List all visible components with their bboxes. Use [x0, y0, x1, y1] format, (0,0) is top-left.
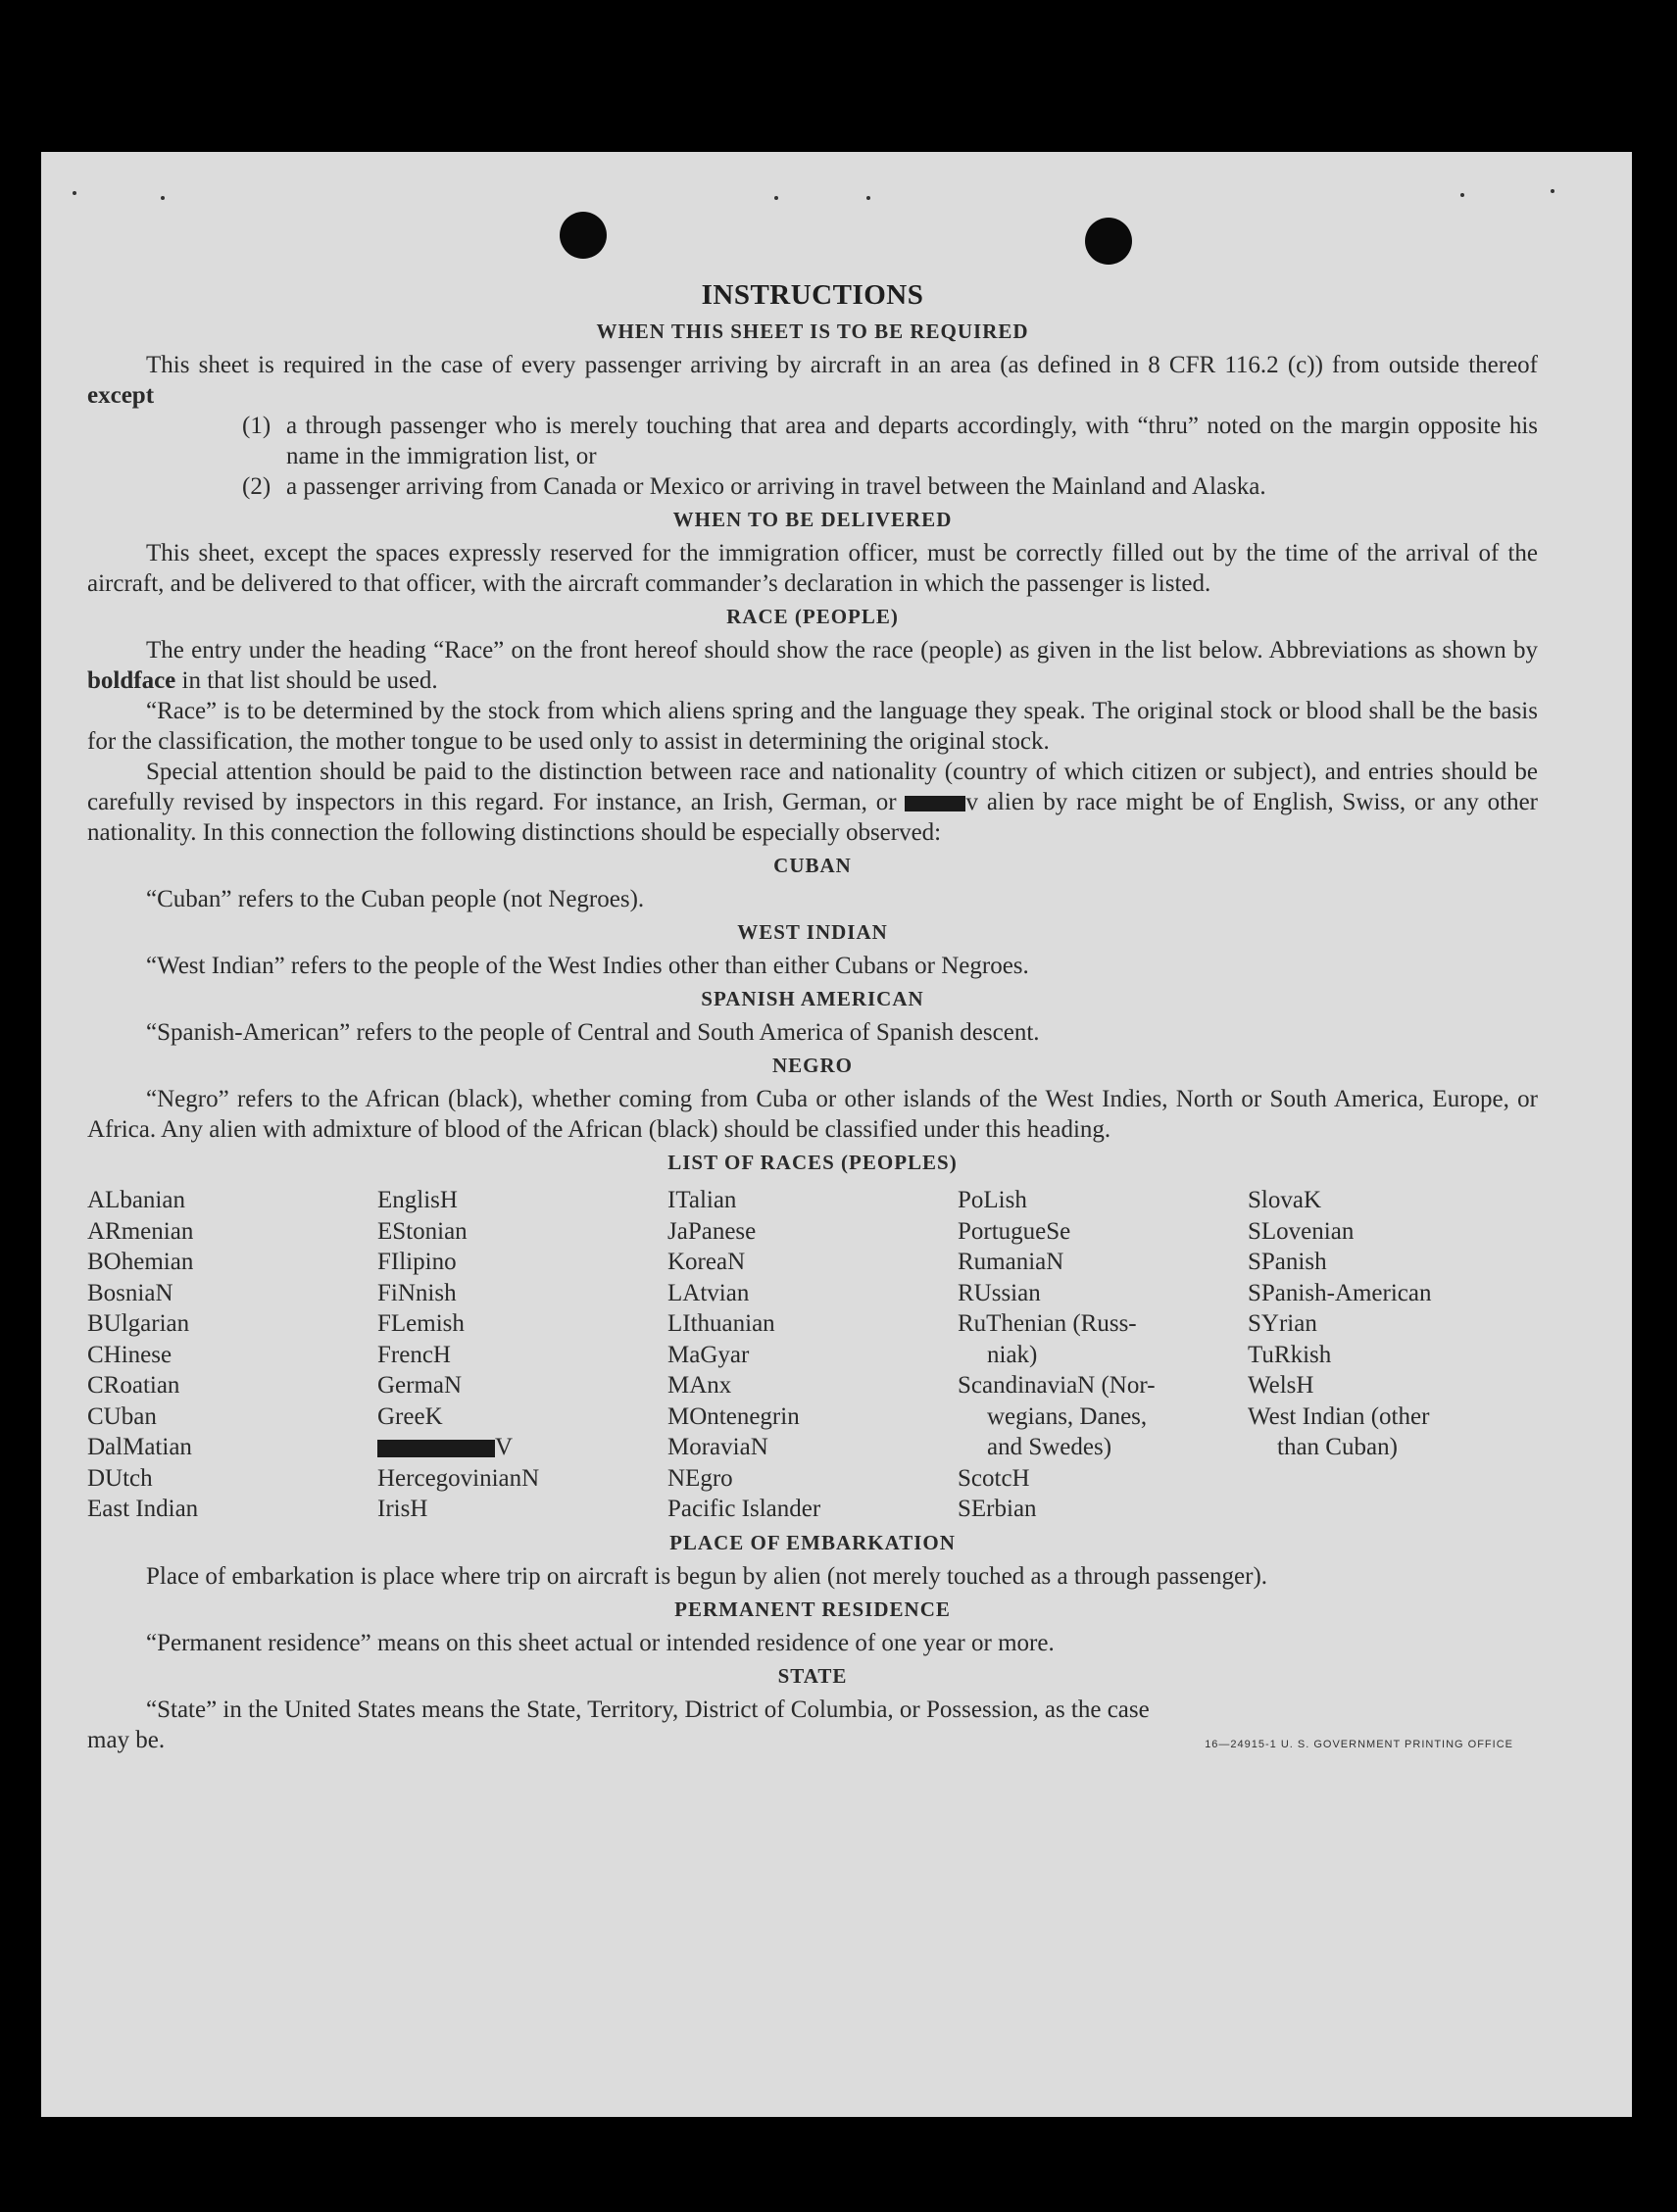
race-entry: ScotcH: [958, 1464, 1030, 1492]
exception-item-2: [87, 471, 1538, 502]
race-entry: TuRkish: [1248, 1341, 1332, 1368]
race-entry: DUtch: [87, 1464, 153, 1492]
heading-race: RACE (PEOPLE): [726, 605, 899, 628]
page-title: INSTRUCTIONS: [701, 279, 924, 311]
race-entry: FiNnish: [377, 1279, 457, 1306]
race-entry: BOhemian: [87, 1249, 194, 1275]
race-p1-suffix: in that list should be used.: [175, 667, 438, 694]
race-entry-continuation: and Swedes): [987, 1434, 1112, 1460]
race-entry: LIthuanian: [667, 1310, 775, 1337]
when-delivered-text: This sheet, except the spaces expressly reserved for the immigration officer, must be correctly filled out by the time of the arrival of the aircraft, and be delivered to that officer, with the aircraft commander’s declaration in which the passenger is listed.: [87, 540, 1538, 597]
race-entry: PortugueSe: [958, 1217, 1071, 1245]
race-paragraph-2: “Race” is to be determined by the stock from which aliens spring and the language they speak. The original stock or blood shall be the basis for the classification, the mother tongue to be used only to assist in determining the original stock.: [87, 698, 1538, 755]
race-entry: FrencH: [377, 1341, 451, 1368]
race-entry: ARmenian: [87, 1217, 194, 1245]
redaction-mark: [905, 796, 965, 811]
heading-negro: NEGRO: [771, 1054, 853, 1077]
race-entry: EnglisH: [377, 1187, 458, 1213]
race-entry: MaGyar: [667, 1341, 750, 1368]
printing-office-imprint: 16—24915-1 U. S. GOVERNMENT PRINTING OFFICE: [1205, 1738, 1513, 1750]
redacted-tail: V: [495, 1434, 514, 1460]
speck: [161, 196, 165, 200]
race-entry: LAtvian: [667, 1279, 750, 1306]
speck: [1551, 189, 1554, 193]
race-entry: HercegovinianN: [377, 1464, 540, 1492]
heading-embarkation: PLACE OF EMBARKATION: [669, 1530, 956, 1554]
item-text: a through passenger who is merely touching that area and departs accordingly, with “thru” noted on the margin opposite his name in the immigration list, or: [286, 413, 1538, 469]
race-entry: BUlgarian: [87, 1310, 190, 1337]
speck: [1460, 193, 1464, 197]
punch-hole-left: [560, 212, 607, 259]
item-number: (1): [242, 413, 271, 439]
race-entry-redacted: [377, 1432, 667, 1463]
heading-spanish-american: SPANISH AMERICAN: [701, 987, 924, 1010]
race-entry: Pacific Islander: [667, 1496, 821, 1522]
race-entry-continuation: niak): [987, 1341, 1038, 1368]
residence-text: “Permanent residence” means on this sheet actual or intended residence of one year or more.: [146, 1629, 1055, 1656]
race-entry: EStonian: [377, 1217, 468, 1245]
races-column-1: [87, 1185, 377, 1525]
race-entry: East Indian: [87, 1496, 199, 1522]
races-list: [87, 1185, 1538, 1525]
race-entry: SlovaK: [1248, 1187, 1321, 1213]
race-entry: MAnx: [667, 1372, 732, 1399]
state-text-line-1: “State” in the United States means the State, Territory, District of Columbia, or Possession, as the case: [146, 1696, 1150, 1723]
instructions-content: [87, 279, 1538, 1760]
heading-when-required: WHEN THIS SHEET IS TO BE REQUIRED: [596, 320, 1029, 343]
race-entry: FIlipino: [377, 1249, 457, 1275]
race-entry: West Indian (other: [1248, 1402, 1430, 1430]
race-entry: RumaniaN: [958, 1249, 1064, 1275]
races-column-5: [1248, 1185, 1538, 1525]
race-p1-bold: boldface: [87, 667, 176, 694]
speck: [866, 196, 870, 200]
races-column-4: [958, 1185, 1248, 1525]
redacted-tail: v: [965, 789, 978, 815]
race-entry: SErbian: [958, 1496, 1037, 1522]
race-paragraph-1: [87, 635, 1538, 696]
race-entry: RuThenian (Russ-: [958, 1310, 1137, 1337]
race-p3-text: Special attention should be paid to the distinction between race and nationality (country of which citizen or subject), and entries should be carefully revised by inspectors in this regard. For instance, an Irish, German, or: [87, 759, 1538, 815]
when-required-intro: [87, 350, 1538, 411]
race-entry: KoreaN: [667, 1249, 746, 1275]
race-entry: BosniaN: [87, 1279, 173, 1306]
item-number: (2): [242, 473, 271, 500]
race-entry: MOntenegrin: [667, 1402, 800, 1430]
state-text-line-2: may be.: [87, 1726, 166, 1753]
spanish-american-text: “Spanish-American” refers to the people of Central and South America of Spanish descent.: [146, 1019, 1040, 1046]
race-p3-suffix: alien by race might be of English, Swiss, or any other nationality. In this connection the following distinctions should be especially observed:: [87, 789, 1538, 846]
heading-state: STATE: [777, 1663, 848, 1688]
race-entry: CUban: [87, 1402, 157, 1430]
race-entry: MoraviaN: [667, 1434, 768, 1460]
cuban-text: “Cuban” refers to the Cuban people (not Negroes).: [146, 886, 645, 912]
race-entry: GreeK: [377, 1402, 443, 1430]
race-entry: CHinese: [87, 1341, 173, 1368]
heading-list-of-races: LIST OF RACES (PEOPLES): [667, 1151, 958, 1174]
heading-cuban: CUBAN: [773, 854, 852, 877]
race-entry: ALbanian: [87, 1187, 185, 1213]
race-entry: ITalian: [667, 1187, 737, 1213]
document-sheet: [41, 152, 1632, 2117]
exception-item-1: [87, 411, 1538, 471]
footer-row: [87, 1725, 1538, 1760]
race-entry: PoLish: [958, 1187, 1027, 1213]
race-entry: DalMatian: [87, 1434, 192, 1460]
race-entry: NEgro: [667, 1464, 733, 1492]
heading-permanent-residence: PERMANENT RESIDENCE: [674, 1597, 951, 1621]
race-paragraph-3: [87, 757, 1538, 848]
intro-text: This sheet is required in the case of every passenger arriving by aircraft in an area (as defined in 8 CFR 116.2 (c)) from outside thereof: [146, 352, 1538, 378]
redaction-mark: [377, 1440, 495, 1457]
race-p1-text: The entry under the heading “Race” on the front hereof should show the race (people) as given in the list below. Abbreviations as shown by: [146, 637, 1538, 664]
race-entry-continuation: wegians, Danes,: [987, 1402, 1148, 1430]
race-entry: RUssian: [958, 1279, 1041, 1306]
race-entry-continuation: than Cuban): [1277, 1434, 1398, 1460]
race-entry: SPanish-American: [1248, 1279, 1432, 1306]
race-entry: IrisH: [377, 1496, 428, 1522]
race-entry: GermaN: [377, 1372, 463, 1399]
race-entry: JaPanese: [667, 1217, 757, 1245]
race-entry: ScandinaviaN (Nor-: [958, 1372, 1156, 1399]
item-text: a passenger arriving from Canada or Mexico or arriving in travel between the Mainland and Alaska.: [286, 473, 1266, 500]
race-entry: FLemish: [377, 1310, 465, 1337]
heading-west-indian: WEST INDIAN: [737, 920, 888, 944]
negro-text: “Negro” refers to the African (black), whether coming from Cuba or other islands of the West Indies, North or South America, Europe, or Africa. Any alien with admixture of blood of the African (black) should be classified under this heading.: [87, 1086, 1538, 1143]
speck: [73, 191, 76, 195]
race-entry: CRoatian: [87, 1372, 180, 1399]
west-indian-text: “West Indian” refers to the people of the West Indies other than either Cubans or Negroes.: [146, 953, 1029, 979]
race-entry: SYrian: [1248, 1310, 1317, 1337]
punch-hole-right: [1085, 218, 1132, 265]
heading-when-delivered: WHEN TO BE DELIVERED: [672, 508, 953, 531]
race-entry: WelsH: [1248, 1372, 1314, 1399]
race-entry: SLovenian: [1248, 1217, 1355, 1245]
intro-bold: except: [87, 382, 155, 409]
race-entry: SPanish: [1248, 1249, 1327, 1275]
races-column-2: [377, 1185, 667, 1525]
embarkation-text: Place of embarkation is place where trip on aircraft is begun by alien (not merely touched as a through passenger).: [146, 1562, 1268, 1590]
speck: [774, 196, 778, 200]
races-column-3: [667, 1185, 958, 1525]
